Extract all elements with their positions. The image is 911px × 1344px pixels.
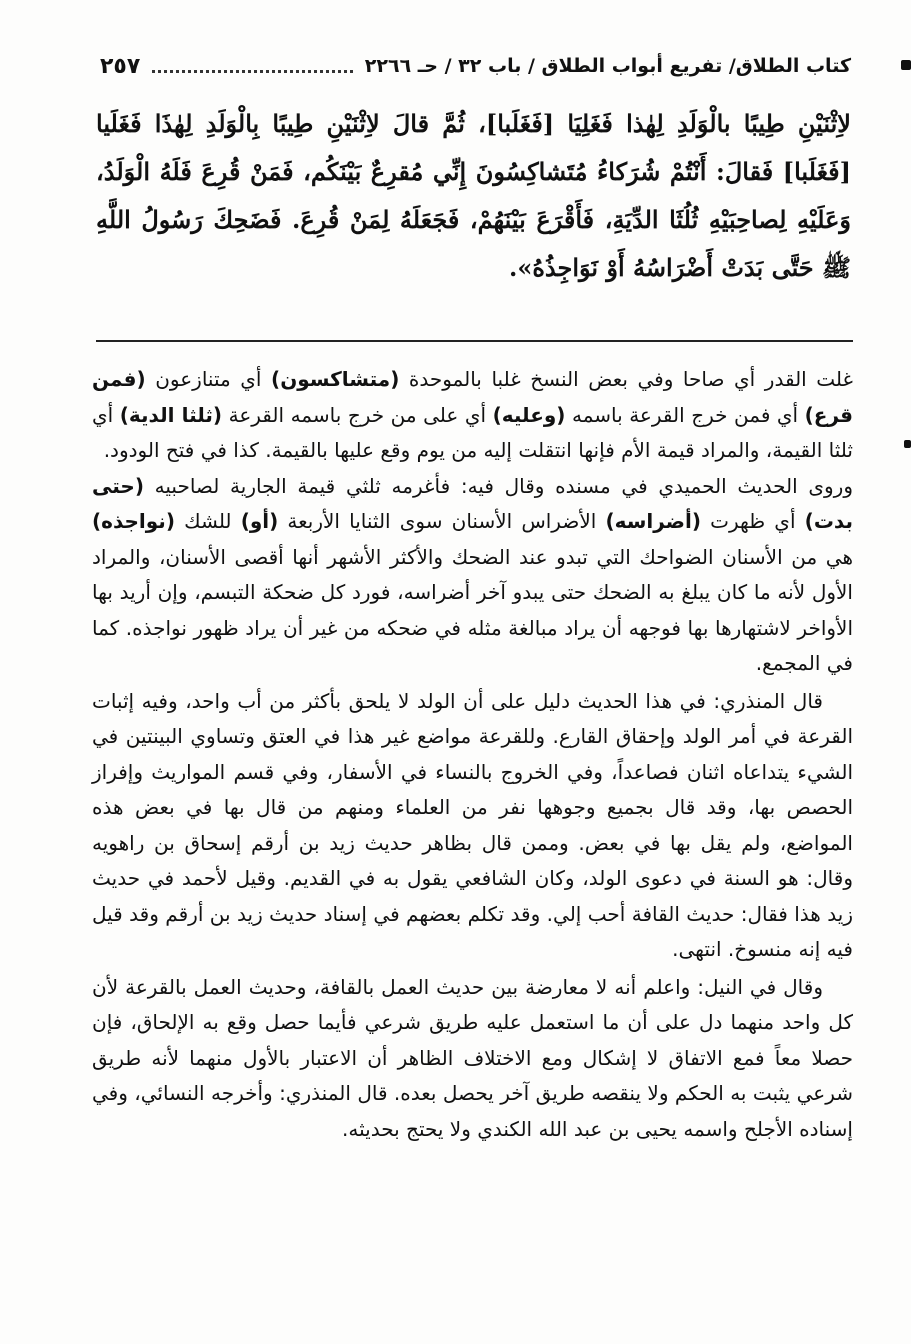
commentary-paragraph-2 xyxy=(92,469,853,682)
quoted-term: (وعليه) xyxy=(492,402,566,427)
commentary-paragraph-1 xyxy=(92,362,853,469)
text-segment: أي ثلثا القيمة، والمراد قيمة الأم فإنها انتقلت إليه من يوم وقع عليها بالقيمة. كذا في فتح الودود. xyxy=(92,402,853,462)
quoted-term: (حتى بدت) xyxy=(92,473,853,533)
quoted-term: (ثلثا الدية) xyxy=(119,402,223,427)
commentary-paragraph-4: وقال في النيل: واعلم أنه لا معارضة بين حديث العمل بالقافة، وحديث العمل بالقرعة لأن كل واحد منهما دل على أن ما استعمل عليه طريق شرعي فأيما حصل وقع به الإلحاق، فإن حصلا معاً فمع الاتفاق لا إشكال ومع الاختلاف الظاهر أن الاعتبار بالأول منهما لأنه طريق شرعي يثبت به الحكم ولا ينقصه طريق آخر يحصل بعده. قال المنذري: وأخرجه النسائي، وفي إسناده الأجلح واسمه يحيى بن عبد الله الكندي ولا يحتج بحديثه. xyxy=(92,974,853,1141)
quoted-term: (أضراسه) xyxy=(605,509,701,533)
commentary-paragraph-3: قال المنذري: في هذا الحديث دليل على أن الولد لا يلحق بأكثر من أب واحد، وفيه إثبات القرعة في أمر الولد وإحقاق القارع. وللقرعة مواضع غير هذا في العتق وتساوي البينتين في الشيء يتداعاه اثنان فصاعداً، وفي الخروج بالنساء في الأسفار، وفي قسم المواريث وإفراز الحصص بها، وقد قال بجميع وجوهها نفر من العلماء ومنهم من قال بها في بعض هذه المواضع، ولم يقل بها في بعض. وممن قال بظاهر حديث زيد بن أرقم إسحاق بن راهويه وقال: هو السنة في دعوى الولد، وكان الشافعي يقول به في القديم. وقيل لأحمد في حديث زيد هذا فقال: حديث القافة أحب إلي. وقد تكلم بعضهم في إسناد حديث زيد بن أرقم وقد قيل فيه إنه منسوخ. انتهى. xyxy=(92,688,853,961)
quoted-term: (متشاكسون) xyxy=(271,367,400,391)
footnote-separator xyxy=(96,340,853,342)
page-number: ٢٥٧ xyxy=(100,53,141,79)
text-segment: أي فمن خرج القرعة باسمه xyxy=(565,402,805,427)
hadith-text: لاِثْنَيْنِ طِيبًا بالْوَلَدِ لِهٰذا فَغَلِيَا [فَغَلَبا]، ثُمَّ قالَ لاِثْنَيْنِ طِيبًا بِالْوَلَدِ لِهٰذَا فَغَلَيا [فَغَلَبا] فَقالَ: أَنْتُمْ شُرَكاءُ مُتَشاكِسُونَ إِنِّي مُقرِعٌ بَيْنَكُم، فَمَنْ قُرِعَ فَلَهُ الْوَلَدُ، وَعَلَيْهِ لِصاحِبَيْهِ ثُلُثَا الدِّيَةِ، فَأَقْرَعَ بَيْنَهُمْ، فَجَعَلَهُ لِمَنْ قُرِعَ. فَضَحِكَ رَسُولُ اللَّهِ ﷺ حَتَّى بَدَتْ أَضْرَاسُهُ أَوْ نَوَاجِذُهُ». xyxy=(96,109,851,282)
text-segment: للشك xyxy=(174,509,241,533)
quoted-term: (أو) xyxy=(240,509,279,533)
text-segment: أي ظهرت xyxy=(701,509,805,533)
running-title: كتاب الطلاق/ تفريع أبواب الطلاق / باب ٣٢ / حـ ٢٢٦٦ xyxy=(364,55,851,77)
hadith-text-block xyxy=(96,100,851,292)
text-segment: أي متنازعون xyxy=(145,367,272,391)
quoted-term: (نواجذه) xyxy=(92,509,175,533)
page-header xyxy=(100,48,851,84)
page-edge-mark xyxy=(901,60,911,70)
text-segment: غلت القدر أي صاحا وفي بعض النسخ غلبا بالموحدة xyxy=(399,367,853,391)
text-segment: الأضراس الأسنان سوى الثنايا الأربعة xyxy=(278,509,606,533)
page-edge-mark xyxy=(904,440,911,448)
commentary-block xyxy=(92,362,853,1147)
text-segment: أي على من خرج باسمه القرعة xyxy=(222,402,493,427)
text-segment: وروى الحديث الحميدي في مسنده وقال فيه: فأغرمه ثلثي قيمة الجارية لصاحبيه xyxy=(143,473,853,498)
quoted-term: (فمن قرع) xyxy=(92,367,853,427)
leader-dots xyxy=(152,60,353,73)
text-segment: هي من الأسنان الضواحك التي تبدو عند الضحك والأكثر الأشهر أنها أقصى الأسنان، والمراد الأول لأنه ما كان يبلغ به الضحك حتى يبدو آخر أضراسه، فورد كل ضحكة التبسم، وإن أريد بها الأواخر لاشتهارها بها فوجهه أن يراد مبالغة مثله في ضحكه من غير أن يراد ظهور نواجذه. كما في المجمع. xyxy=(92,544,853,675)
